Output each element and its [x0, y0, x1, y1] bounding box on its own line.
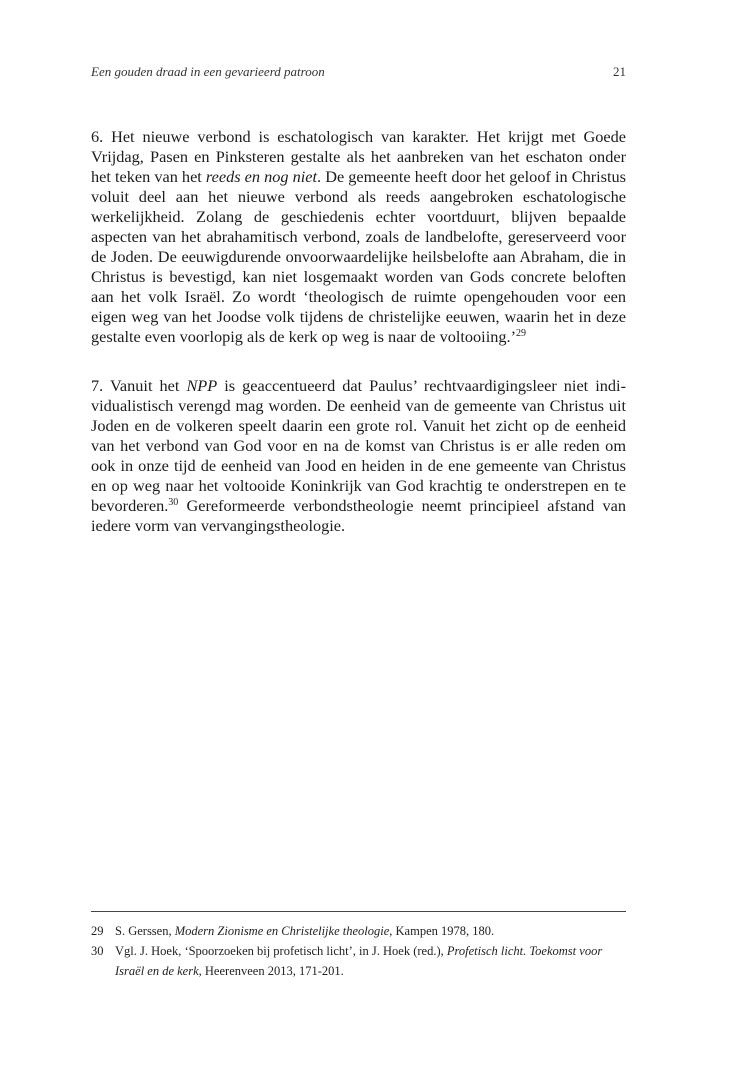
footnote-text	[115, 941, 626, 981]
footnote-ref-29[interactable]: 29	[516, 328, 527, 339]
paragraph-7-segment-1: 7. Vanuit het	[91, 376, 187, 395]
footnote-30-segment-1: Vgl. J. Hoek, ‘Spoorzoeken bij profetisch licht’, in J. Hoek (red.),	[115, 944, 447, 958]
paragraph-7	[91, 376, 626, 536]
paragraph-7-segment-2: is geaccentueerd dat Paulus’ rechtvaardigingsleer niet individualistisch verengd mag worden. De eenheid van de gemeente van Christus uit Joden en de volkeren speelt daarin een grote rol. Vanuit het zicht op de eenheid van het verbond van God voor en na de komst van Christus is er alle reden om ook in onze tijd de eenheid van Jood en heiden in de ene gemeente van Christus en op weg naar het voltooide Koninkrijk van God krachtig te onderstrepen en te bevorderen.	[91, 376, 626, 515]
paragraph-6-text	[91, 127, 626, 347]
footnote-30-title: Profetisch licht. Toekomst voor Israël en de kerk	[115, 944, 603, 978]
page-number: 21	[613, 64, 626, 79]
paragraph-6-segment-2: . De gemeente heeft door het geloof in Christus voluit deel aan het nieuwe verbond als reeds aangebroken eschatologische werkelijkheid. Zolang de geschiedenis echter voortduurt, blijven bepaalde aspecten van het abrahamitisch verbond, zoals de landbelofte, gereserveerd voor de Joden. De eeuwigdurende onvoorwaardelijke heilsbelofte aan Abraham, die in Christus is bevestigd, kan niet losgemaakt worden van Gods concrete beloften aan het volk Israël. Zo wordt ‘theologisch de ruimte opengehouden voor een eigen weg van het Joodse volk tijdens de christelijke eeuwen, waarin het in deze gestalte even voorlopig als de kerk op weg is naar de voltooiing.’	[91, 167, 627, 346]
paragraph-7-segment-3: Gereformeerde verbondstheologie neemt principieel afstand van iedere vorm van vervangingstheologie.	[91, 496, 626, 535]
footnote-29-segment-1: S. Gerssen,	[115, 924, 175, 938]
running-title: Een gouden draad in een gevarieerd patroon	[91, 64, 325, 79]
footnote-ref-30[interactable]: 30	[168, 497, 179, 508]
paragraph-7-emphasis: NPP	[186, 376, 218, 395]
footnote-text	[115, 921, 626, 941]
footnote-number: 30	[91, 944, 104, 958]
paragraph-6-segment-1: 6. Het nieuwe verbond is eschatologisch van karakter. Het krijgt met Goede Vrijdag, Pasen en Pinksteren gestalte als het aanbreken van het eschaton onder het teken van het	[91, 127, 626, 186]
footnote-number: 29	[91, 924, 104, 938]
footnotes	[91, 921, 626, 981]
paragraph-6-emphasis: reeds en nog niet	[205, 167, 318, 186]
footnote-30	[91, 941, 626, 981]
footnote-30-segment-2: , Heerenveen 2013, 171-201.	[198, 964, 344, 978]
paragraph-7-text	[91, 376, 626, 536]
running-header	[91, 64, 626, 80]
footnote-29-segment-2: , Kampen 1978, 180.	[389, 924, 495, 938]
footnote-divider	[91, 911, 626, 912]
paragraph-6	[91, 127, 626, 347]
footnote-29	[91, 921, 626, 941]
footnote-29-title: Modern Zionisme en Christelijke theologie	[174, 924, 390, 938]
